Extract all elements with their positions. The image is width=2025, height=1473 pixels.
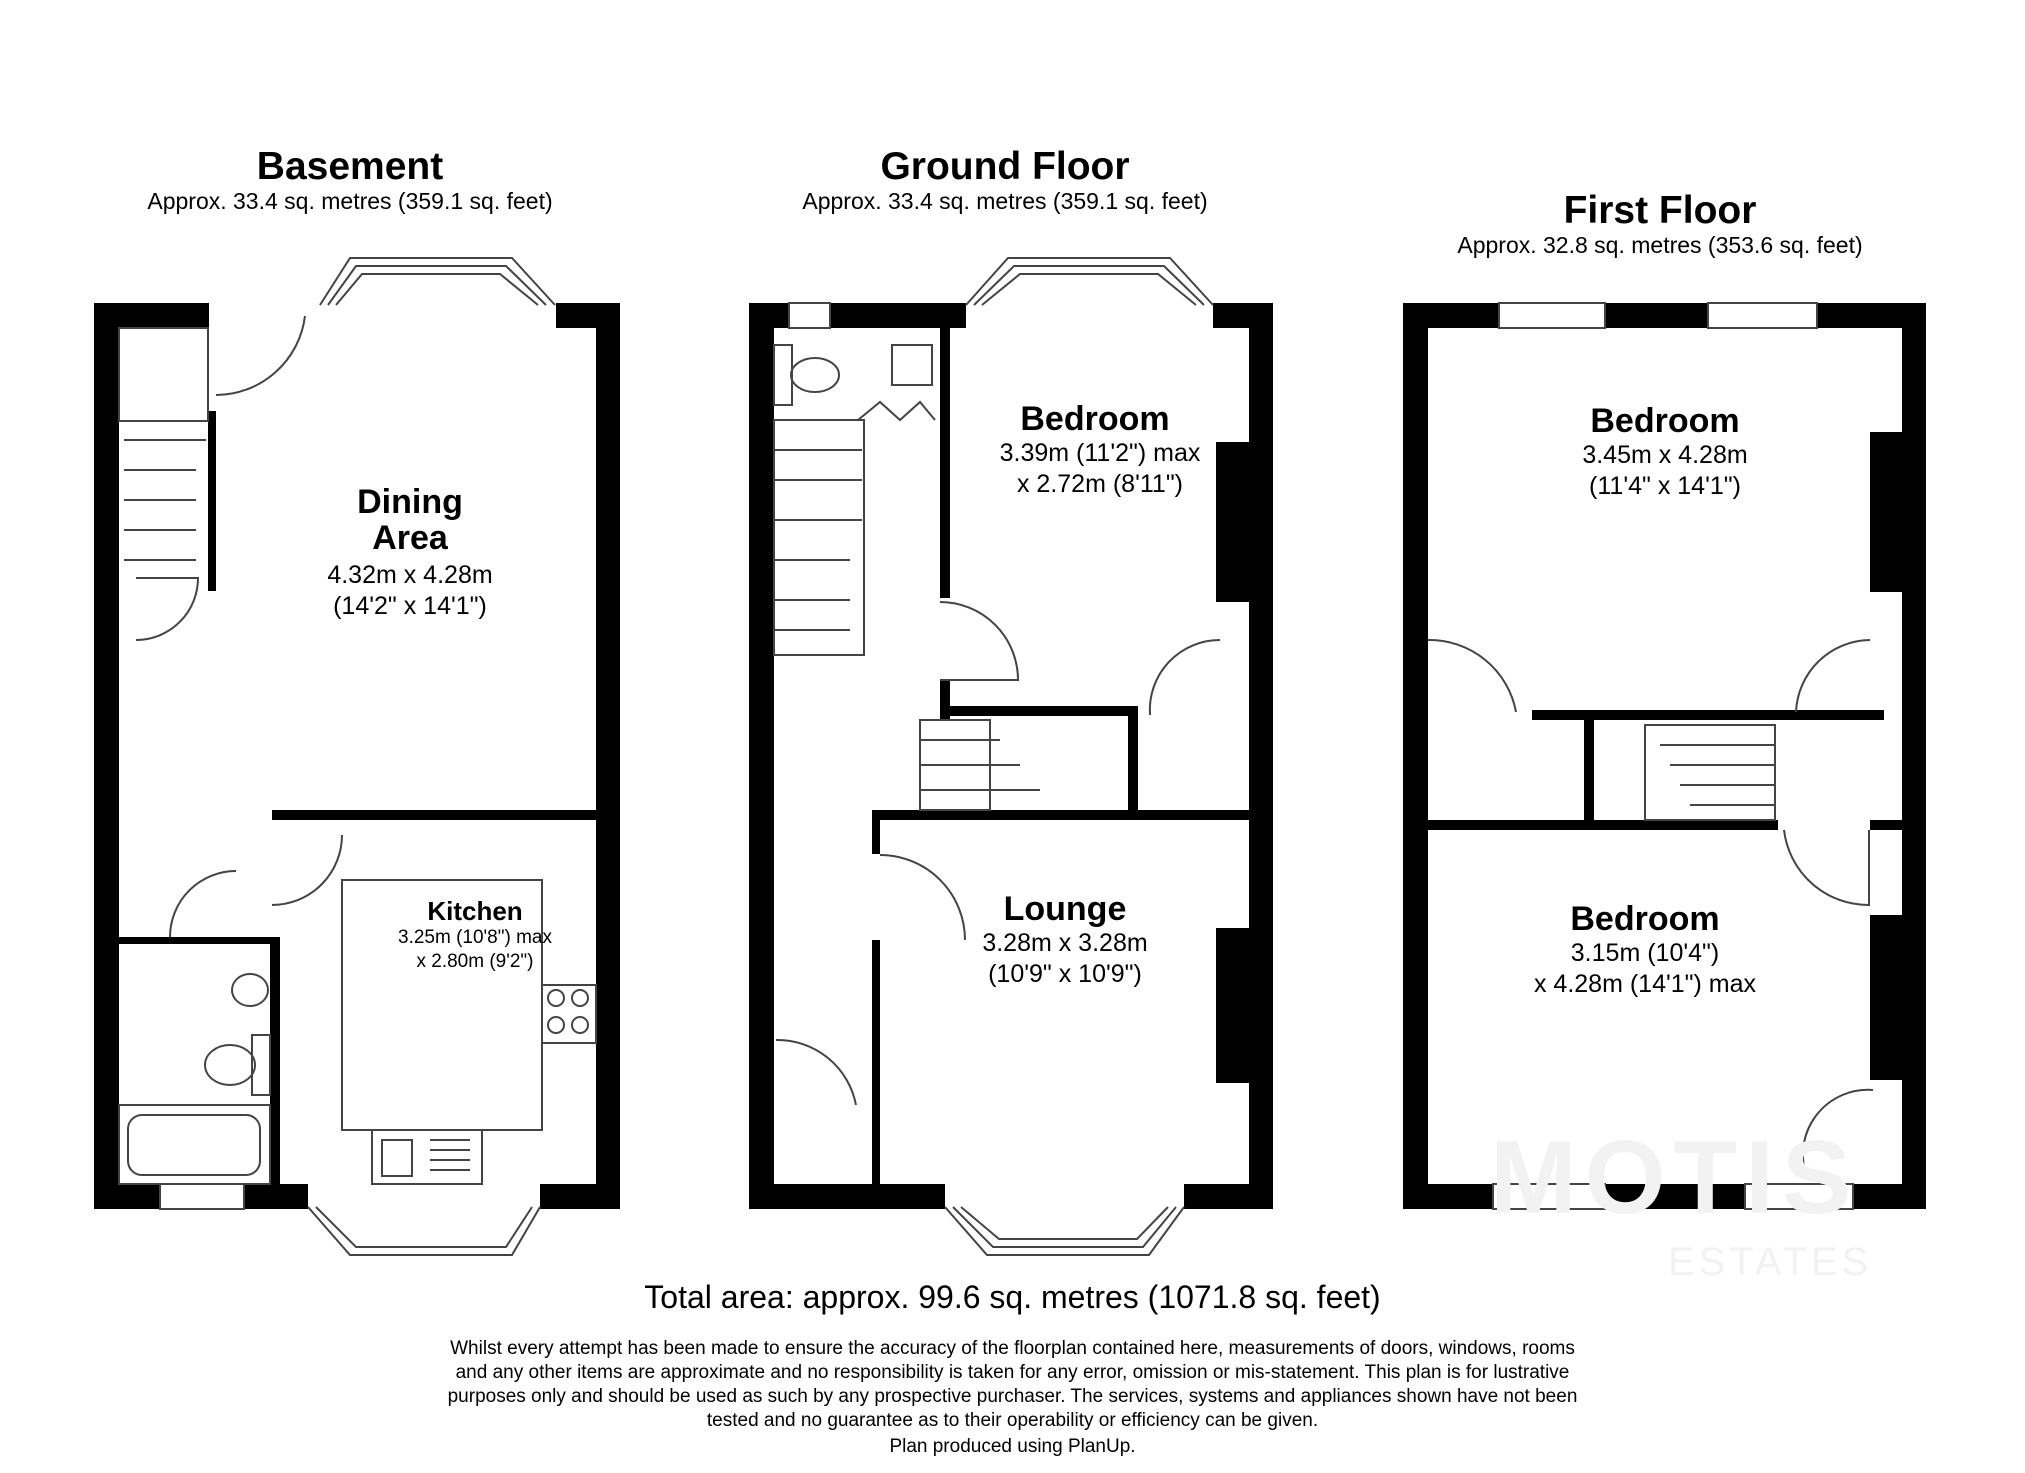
first-floor-area: Approx. 32.8 sq. metres (353.6 sq. feet) xyxy=(1457,232,1863,258)
disclaimer-line: Whilst every attempt has been made to ensure the accuracy of the floorplan contained here, measurements of doors, windows, rooms xyxy=(450,1338,1575,1359)
dining-area-label-line2: Area xyxy=(372,518,448,557)
first-bedroom-rear-dim-line2: x 4.28m (14'1") max xyxy=(1533,970,1757,999)
kitchen-dim-line1: 3.25m (10'8") max xyxy=(398,927,552,948)
basement-title: Basement xyxy=(256,145,444,188)
ground-bedroom-label: Bedroom xyxy=(1020,400,1170,438)
disclaimer-line: tested and no guarantee as to their operability or efficiency can be given. xyxy=(706,1410,1319,1431)
disclaimer-line: purposes only and should be used as such by any prospective purchaser. The services, systems and appliances shown have not been xyxy=(447,1386,1578,1407)
first-bedroom-front-label: Bedroom xyxy=(1590,402,1740,440)
kitchen-dim-line2: x 2.80m (9'2") xyxy=(416,950,534,972)
ground-bedroom-dim-line2: x 2.72m (8'11") xyxy=(1016,470,1184,499)
dining-area-dimensions xyxy=(270,560,550,623)
lounge-label: Lounge xyxy=(1003,890,1127,928)
ground-floor-area: Approx. 33.4 sq. metres (359.1 sq. feet) xyxy=(802,188,1208,214)
watermark-tagline: ESTATES xyxy=(1668,1240,1873,1284)
watermark-logo: MOTIS xyxy=(1490,1120,1860,1236)
dining-area-dim-metric: 4.32m x 4.28m xyxy=(327,561,493,589)
dining-area-label-line1: Dining xyxy=(357,483,463,521)
first-bedroom-rear-label: Bedroom xyxy=(1570,900,1720,938)
ground-floor-title: Ground Floor xyxy=(880,145,1130,188)
disclaimer-line: and any other items are approximate and no responsibility is taken for any error, omission or mis-statement. This plan is for lustrative xyxy=(455,1362,1570,1383)
first-bedroom-front-dimensions xyxy=(1525,440,1805,503)
lounge-dim-line1: 3.28m x 3.28m xyxy=(982,929,1148,957)
first-bedroom-front-dim-line1: 3.45m x 4.28m xyxy=(1582,441,1748,469)
kitchen-label: Kitchen xyxy=(427,896,523,926)
disclaimer xyxy=(300,1337,1725,1433)
dining-area-label xyxy=(310,485,510,556)
basement-fixtures xyxy=(119,258,596,1255)
basement-area: Approx. 33.4 sq. metres (359.1 sq. feet) xyxy=(147,188,553,214)
ground-bedroom-dimensions xyxy=(950,438,1250,501)
ground-bedroom-dim-line1: 3.39m (11'2") max xyxy=(999,439,1201,467)
lounge-dimensions xyxy=(930,928,1200,991)
dining-area-dim-imperial: (14'2" x 14'1") xyxy=(333,592,487,621)
first-bedroom-rear-dim-line1: 3.15m (10'4") xyxy=(1570,939,1720,967)
first-bedroom-rear-dimensions xyxy=(1495,938,1795,1001)
lounge-dim-line2: (10'9" x 10'9") xyxy=(988,960,1142,989)
plan-credit: Plan produced using PlanUp. xyxy=(889,1436,1136,1457)
kitchen-dimensions xyxy=(325,926,625,974)
first-floor-title: First Floor xyxy=(1563,189,1757,232)
first-bedroom-front-dim-line2: (11'4" x 14'1") xyxy=(1589,472,1741,501)
total-area: Total area: approx. 99.6 sq. metres (1071.8 sq. feet) xyxy=(644,1279,1381,1315)
